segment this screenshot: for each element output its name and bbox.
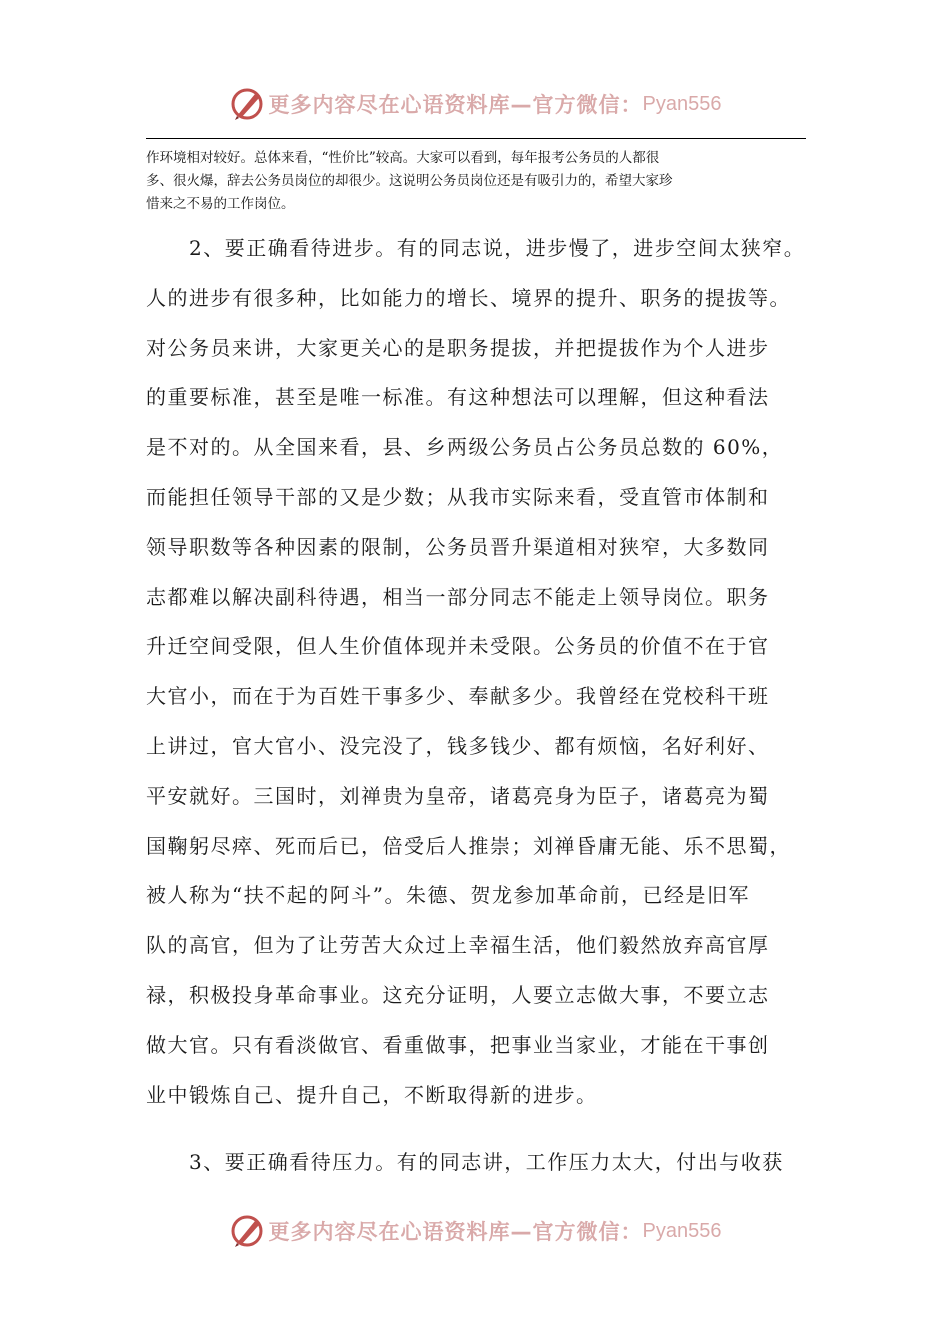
body-line: 禄，积极投身革命事业。这充分证明，人要立志做大事，不要立志: [146, 982, 770, 1007]
body-line: 领导职数等各种因素的限制，公务员晋升渠道相对狭窄，大多数同: [146, 534, 770, 559]
header-divider: [146, 138, 806, 139]
header-banner-text: 更多内容尽在心语资料库—官方微信：: [268, 93, 643, 117]
body-line: 的重要标准，甚至是唯一标准。有这种想法可以理解，但这种看法: [146, 385, 770, 410]
body-line: 业中锻炼自己、提升自己，不断取得新的进步。: [146, 1082, 598, 1107]
footer-wechat-id: Pyan556: [642, 1219, 722, 1242]
header-wechat-id: Pyan556: [642, 92, 722, 115]
body-line: 平安就好。三国时，刘禅贵为皇帝，诸葛亮身为臣子，诸葛亮为蜀: [146, 783, 770, 808]
note-line: 多、很火爆，辞去公务员岗位的却很少。这说明公务员岗位还是有吸引力的，希望大家珍: [146, 173, 673, 189]
footer-banner: [0, 1211, 950, 1251]
header-banner: [0, 84, 950, 124]
pen-logo-icon: [229, 86, 265, 122]
body-line: 升迁空间受限，但人生价值体现并未受限。公务员的价值不在于官: [146, 634, 770, 659]
section-3-first-line: 3、要正确看待压力。有的同志讲，工作压力太大，付出与收获: [146, 1150, 784, 1174]
body-line: 大官小，而在于为百姓干事多少、奉献多少。我曾经在党校科干班: [146, 684, 770, 709]
body-line: 上讲过，官大官小、没完没了，钱多钱少、都有烦恼，名好利好、: [146, 733, 770, 758]
body-line: 志都难以解决副科待遇，相当一部分同志不能走上领导岗位。职务: [146, 584, 770, 609]
note-line: 作环境相对较好。总体来看，“性价比”较高。大家可以看到，每年报考公务员的人都很: [146, 150, 660, 166]
note-line: 惜来之不易的工作岗位。: [146, 196, 295, 212]
body-line: 2、要正确看待进步。有的同志说，进步慢了，进步空间太狭窄。: [146, 236, 806, 260]
body-line: 做大官。只有看淡做官、看重做事，把事业当家业，才能在干事创: [146, 1032, 770, 1057]
note-paragraph: [146, 147, 810, 216]
body-line: 被人称为“扶不起的阿斗”。朱德、贺龙参加革命前，已经是旧军: [146, 883, 750, 908]
body-line: 队的高官，但为了让劳苦大众过上幸福生活，他们毅然放弃高官厚: [146, 933, 770, 958]
footer-banner-text: 更多内容尽在心语资料库—官方微信：: [268, 1220, 643, 1244]
body-line: 而能担任领导干部的又是少数；从我市实际来看，受直管市体制和: [146, 484, 770, 509]
body-line: 国鞠躬尽瘁、死而后已，倍受后人推崇；刘禅昏庸无能、乐不思蜀，: [146, 833, 791, 858]
body-line: 人的进步有很多种，比如能力的增长、境界的提升、职务的提拔等。: [146, 285, 791, 310]
section-2-paragraph: [146, 224, 826, 1120]
body-line: 是不对的。从全国来看，县、乡两级公务员占公务员总数的 60%，: [146, 435, 784, 460]
body-line: 对公务员来讲，大家更关心的是职务提拔，并把提拔作为个人进步: [146, 335, 770, 360]
pen-logo-icon: [229, 1213, 265, 1249]
